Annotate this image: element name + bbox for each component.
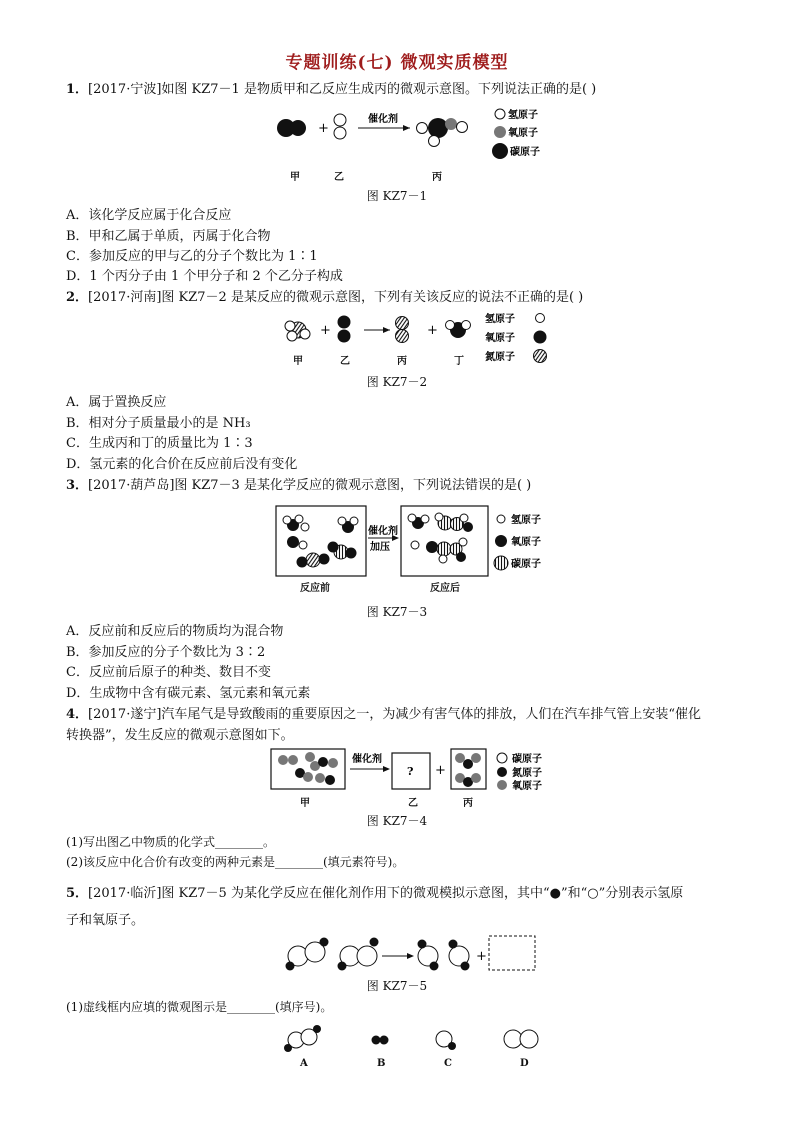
q4-question-mark: ? (407, 765, 414, 778)
q2-option-b: B．相对分子质量最小的是 NH₃ (66, 416, 251, 431)
q1-label-bing: 丙 (432, 172, 442, 183)
q2-legend-o: 氧原子 (485, 333, 515, 344)
q1-diagram (270, 108, 570, 168)
q5-product-2 (449, 940, 470, 971)
q4-stem-line1 (66, 706, 701, 724)
q4-plus: + (435, 763, 446, 778)
q3-caption: 图 KZ7－3 (366, 605, 428, 619)
q5-choice-b-figure (372, 1036, 389, 1045)
q5-product-1 (418, 940, 439, 971)
q5-choices-diagram (280, 1024, 550, 1054)
q2-stem-text: [2017·河南]图 KZ7－2 是某反应的微观示意图，下列有关该反应的说法不正确的是( ) (88, 290, 584, 305)
q2-molecule-jia (285, 321, 310, 341)
q5-choice-c: C (444, 1058, 452, 1069)
q3-stem (66, 477, 531, 495)
q5-stem-line1 (66, 885, 683, 903)
q1-legend (492, 108, 540, 159)
q2-option-a: A．属于置换反应 (66, 395, 167, 410)
q4-label-bing: 丙 (463, 798, 473, 809)
q3-legend-c: 碳原子 (511, 559, 541, 570)
q3-label-after: 反应后 (430, 583, 460, 594)
q4-arrow-label: 催化剂 (352, 754, 382, 765)
q2-legend (485, 312, 547, 363)
q1-legend-c: 碳原子 (510, 147, 540, 158)
q3-option-c: C．反应前后原子的种类、数目不变 (66, 665, 271, 680)
q1-molecule-bing (417, 118, 468, 147)
q3-label-before: 反应前 (300, 583, 330, 594)
q2-legend-n: 氮原子 (485, 352, 515, 363)
q2-option-d: D．氢元素的化合价在反应前后没有变化 (66, 457, 298, 472)
q3-legend-o: 氧原子 (511, 537, 541, 548)
q3-arrow-top: 催化剂 (368, 526, 398, 537)
q3-option-a: A．反应前和反应后的物质均为混合物 (66, 624, 284, 639)
q1-label-jia: 甲 (290, 172, 300, 183)
q2-molecule-ding (446, 321, 471, 339)
q5-reactant-2 (338, 938, 379, 971)
q3-option-b: B．参加反应的分子个数比为 3∶2 (66, 645, 266, 660)
q1-legend-h: 氢原子 (508, 110, 538, 121)
q4-caption: 图 KZ7－4 (366, 814, 428, 828)
q2-plus-1: + (320, 323, 331, 338)
q4-legend-c: 碳原子 (512, 754, 542, 765)
q3-option-d: D．生成物中含有碳元素、氢元素和氧元素 (66, 686, 311, 701)
q5-diagram (282, 932, 542, 972)
q2-label-ding: 丁 (454, 356, 464, 367)
q2-caption: 图 KZ7－2 (366, 375, 428, 389)
q5-sub-1: (1)虚线框内应填的微观图示是________(填序号)。 (66, 1000, 333, 1014)
q5-choice-b: B (377, 1058, 386, 1069)
q4-label-yi: 乙 (408, 798, 418, 809)
q1-stem-text: [2017·宁波]如图 KZ7－1 是物质甲和乙反应生成丙的微观示意图。下列说法正确的是( ) (88, 82, 597, 97)
q5-number: 5． (66, 886, 89, 901)
q2-option-c: C．生成丙和丁的质量比为 1∶3 (66, 436, 253, 451)
q3-arrow-bottom: 加压 (370, 542, 390, 553)
q5-caption: 图 KZ7－5 (366, 979, 428, 993)
q2-legend-h: 氢原子 (485, 314, 515, 325)
q1-option-d: D．1 个丙分子由 1 个甲分子和 2 个乙分子构成 (66, 269, 343, 284)
q5-choice-d-figure (504, 1030, 538, 1048)
q1-number: 1． (66, 82, 89, 97)
q2-diagram (282, 312, 552, 362)
q2-label-yi: 乙 (340, 356, 350, 367)
q3-diagram (275, 505, 565, 580)
q5-stem-text-1: [2017·临沂]图 KZ7－5 为某化学反应在催化剂作用下的微观模拟示意图，其中“●”和“○”分别表示氢原 (88, 886, 684, 901)
q1-plus: + (318, 121, 329, 136)
q2-label-jia: 甲 (293, 356, 303, 367)
q4-legend (497, 752, 542, 792)
q1-legend-o: 氧原子 (508, 128, 538, 139)
q5-choice-d: D (520, 1058, 529, 1069)
q4-number: 4． (66, 707, 89, 722)
q2-molecule-yi (338, 316, 351, 343)
q3-stem-text: [2017·葫芦岛]图 KZ7－3 是某化学反应的微观示意图，下列说法错误的是( ) (88, 478, 532, 493)
q1-label-yi: 乙 (334, 172, 344, 183)
q5-choice-c-figure (436, 1031, 456, 1050)
q5-stem-line2: 子和氧原子。 (66, 913, 145, 928)
q3-legend (494, 513, 541, 570)
q4-stem-text-1: [2017·遂宁]汽车尾气是导致酸雨的重要原因之一，为减少有害气体的排放，人们在汽车排气管上安装“催化 (88, 707, 702, 722)
q1-option-c: C．参加反应的甲与乙的分子个数比为 1∶1 (66, 249, 318, 264)
q1-molecule-yi (334, 114, 346, 139)
q1-stem (66, 81, 596, 99)
q1-option-a: A．该化学反应属于化合反应 (66, 208, 232, 223)
q5-plus: + (476, 949, 487, 964)
q5-dashed-box (489, 936, 535, 970)
q3-legend-h: 氢原子 (511, 515, 541, 526)
q4-sub-2: (2)该反应中化合价有改变的两种元素是________(填元素符号)。 (66, 855, 405, 869)
q2-number: 2． (66, 290, 89, 305)
q3-number: 3． (66, 478, 89, 493)
q1-caption: 图 KZ7－1 (366, 189, 428, 203)
q5-choice-a-figure (284, 1025, 321, 1052)
q4-sub-1: (1)写出图乙中物质的化学式________。 (66, 835, 275, 849)
q4-legend-o: 氧原子 (512, 781, 542, 792)
q4-stem-line2: 转换器”，发生反应的微观示意图如下。 (66, 728, 294, 743)
q2-plus-2: + (427, 323, 438, 338)
q5-reactant-1 (286, 938, 329, 971)
q1-molecule-jia (277, 119, 306, 137)
q1-arrow-label: 催化剂 (368, 114, 398, 125)
q4-label-jia: 甲 (300, 798, 310, 809)
q5-choice-a: A (300, 1058, 308, 1069)
q1-option-b: B．甲和乙属于单质，丙属于化合物 (66, 229, 271, 244)
q2-stem (66, 289, 583, 307)
page-title: 专题训练(七) 微观实质模型 (285, 53, 509, 73)
q2-label-bing: 丙 (397, 356, 407, 367)
q2-molecule-bing (396, 317, 409, 343)
q4-legend-n: 氮原子 (512, 768, 542, 779)
